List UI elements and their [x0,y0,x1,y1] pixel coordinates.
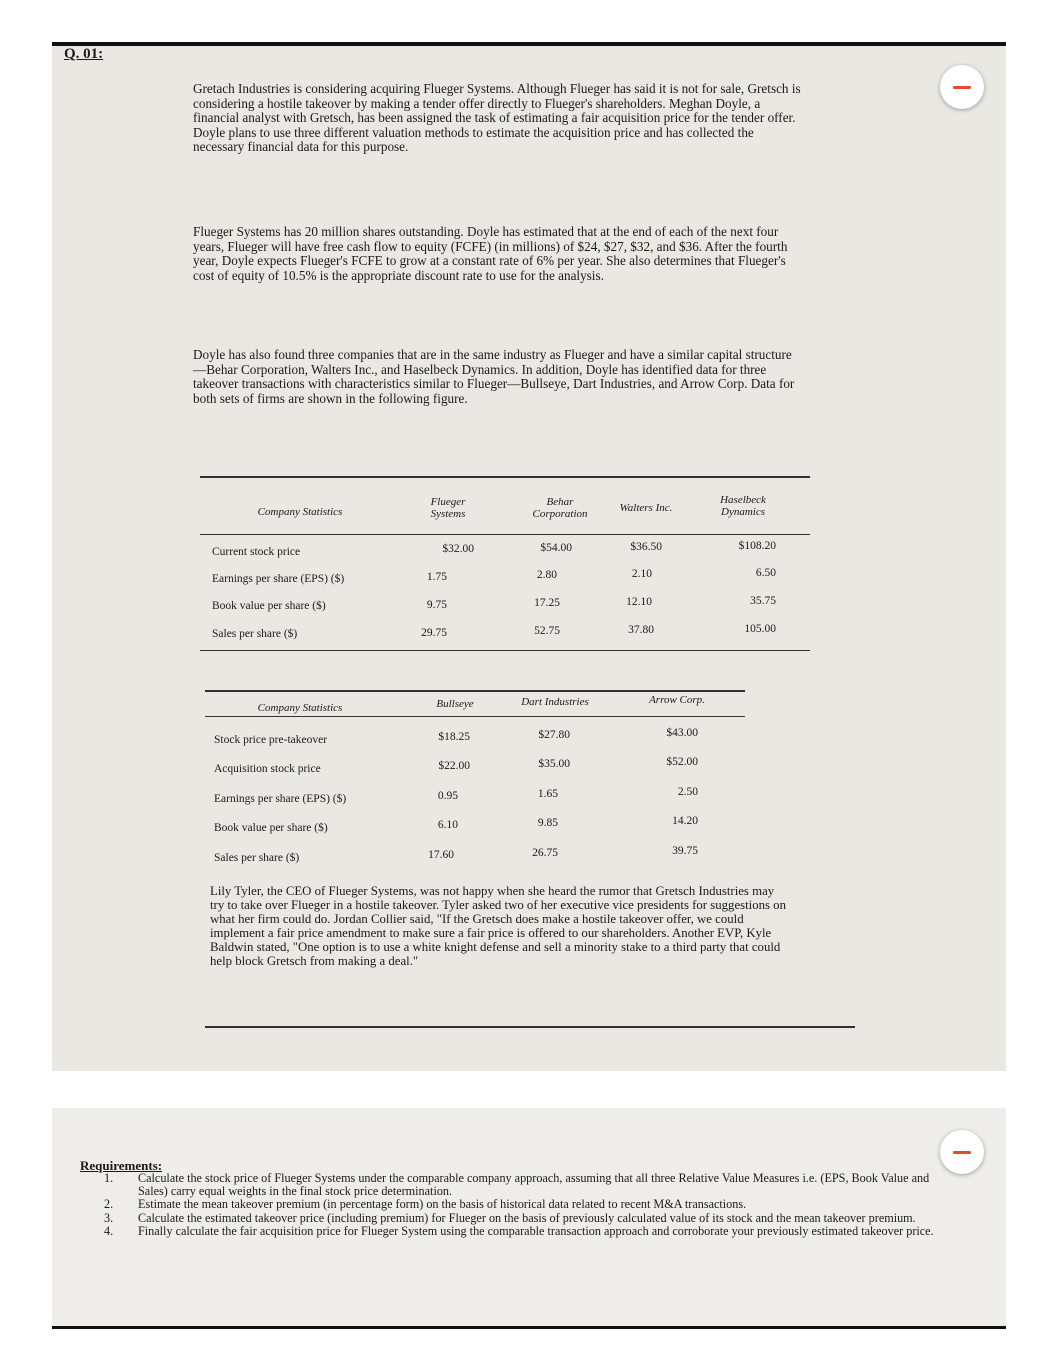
table2-row-label: Book value per share ($) [214,822,328,834]
table1-col-header: Walters Inc. [619,502,673,514]
requirement-item: 2. Estimate the mean takeover premium (in percentage form) on the basis of historical data related to recent M&A transactions. [104,1197,747,1212]
table1-top-rule [200,476,810,478]
requirements-list [80,1172,960,1239]
paragraph-intro: Gretach Industries is considering acquiring Flueger Systems. Although Flueger has said it is not for sale, Gretsch is considering a hostile takeover by making a tender offer directly to Flueger's shareholders. Meghan Doyle, a financial analyst with Gretsch, has been assigned the task of estimating a fair acquisition price for the tender offer. Doyle plans to use three different valuation methods to estimate the acquisition price and has collected the necessary financial data for this purpose. [193,81,801,155]
requirement-item: 1. Calculate the stock price of Flueger Systems under the comparable company approach, assuming that all three Relative Value Measures i.e. (EPS, Book Value and Sales) carry equal weights in the final stock price determination. [104,1171,930,1198]
table2-col-header: Dart Industries [521,696,589,708]
table1-cell: 37.80 [628,624,654,636]
table2-cell: 39.75 [672,845,698,857]
table2-cell: 6.10 [437,819,458,831]
requirement-item: 4. Finally calculate the fair acquisition price for Flueger System using the comparable transaction approach and corroborate your previously estimated takeover price. [104,1224,934,1239]
table1-cell: 6.50 [755,567,776,579]
requirement-item: 3. Calculate the estimated takeover price (including premium) for Flueger on the basis of previously calculated value of its stock and the mean takeover premium. [104,1210,916,1225]
table2-header-label: Company Statistics [257,702,343,714]
table2-row-label: Sales per share ($) [214,852,300,864]
table1-row-label: Earnings per share (EPS) ($) [212,573,345,585]
table2-cell: 0.95 [437,790,458,802]
table2-top-rule [205,690,745,692]
table2-col-header: Arrow Corp. [649,694,705,706]
paragraph-bottom-rule [205,1026,855,1028]
table2-row-label: Acquisition stock price [214,763,321,775]
table1-cell: 17.25 [534,597,560,609]
question-label: Q. 01: [64,46,104,62]
table1-cell: $32.00 [442,543,474,555]
table1-row-label: Sales per share ($) [212,628,298,640]
table2-cell: $52.00 [666,756,698,768]
table2-cell: 14.20 [672,815,698,827]
table1-cell: $108.20 [738,540,776,552]
requirements-title: Requirements: [80,1158,163,1173]
paragraph-defense: Lily Tyler, the CEO of Flueger Systems, was not happy when she heard the rumor that Gretsch Industries may try to take over Flueger in a hostile takeover. Tyler asked two of her executive vice presidents for suggestions on what her firm could do. Jordan Collier said, "If the Gretsch does make a hostile takeover offer, we could implement a fair price amendment to make sure a fair price is offered to our shareholders. Another EVP, Kyle Baldwin stated, "One option is to use a white knight defense and sell a minority stake to a third party that could help block Gretsch from making a deal." [210,884,786,968]
minus-icon [953,1151,971,1154]
table1-cell: 29.75 [421,627,447,639]
table1-col-header: Behar Corporation [532,496,588,520]
table1-row-label: Current stock price [212,546,301,558]
collapse-button-bottom[interactable] [940,1130,984,1174]
table1-cell: 2.10 [631,568,652,580]
table1-cell: 9.75 [426,599,447,611]
table2-row-label: Earnings per share (EPS) ($) [214,793,347,805]
minus-icon [953,86,971,89]
table1-cell: 1.75 [426,571,447,583]
table1-cell: 35.75 [750,595,776,607]
paragraph-fcfe: Flueger Systems has 20 million shares outstanding. Doyle has estimated that at the end of each of the next four years, Flueger will have free cash flow to equity (FCFE) (in millions) of $24, $27, $32, and $36. After the fourth year, Doyle expects Flueger's FCFE to grow at a constant rate of 6% per year. She also determines that Flueger's cost of equity of 10.5% is the appropriate discount rate to use for the analysis. [193,224,788,283]
table2-cell: 17.60 [428,849,454,861]
table2-cell: $35.00 [538,758,570,770]
table1-cell: 2.80 [536,569,557,581]
table2-header-rule [205,716,745,717]
collapse-button-top[interactable] [940,65,984,109]
table1-col-header: Haselbeck Dynamics [720,494,766,518]
table2-cell: 1.65 [537,788,558,800]
table2-cell: $43.00 [666,727,698,739]
table2-cell: 26.75 [532,847,558,859]
table1-col-header: Flueger Systems [430,496,466,520]
table1-bottom-rule [200,650,810,651]
table2-cell: 9.85 [537,817,558,829]
table2-row-label: Stock price pre-takeover [214,734,328,746]
table2-cell: $18.25 [438,731,470,743]
table2-cell: $22.00 [438,760,470,772]
table1-cell: 12.10 [626,596,652,608]
table1-header-rule [200,534,810,535]
table2-cell: $27.80 [538,729,570,741]
table1-row-label: Book value per share ($) [212,600,326,612]
table1-header-label: Company Statistics [257,506,343,518]
table1-cell: 105.00 [744,623,776,635]
table2-col-header: Bullseye [436,698,474,710]
table1-cell: 52.75 [534,625,560,637]
table2-cell: 2.50 [677,786,698,798]
table1-cell: $36.50 [630,541,662,553]
table1-cell: $54.00 [540,542,572,554]
paragraph-comparables: Doyle has also found three companies that are in the same industry as Flueger and have a similar capital structure—Behar Corporation, Walters Inc., and Haselbeck Dynamics. In addition, Doyle has identified data for three takeover transactions with characteristics similar to Flueger—Bullseye, Dart Industries, and Arrow Corp. Data for both sets of firms are shown in the following figure. [193,347,795,406]
